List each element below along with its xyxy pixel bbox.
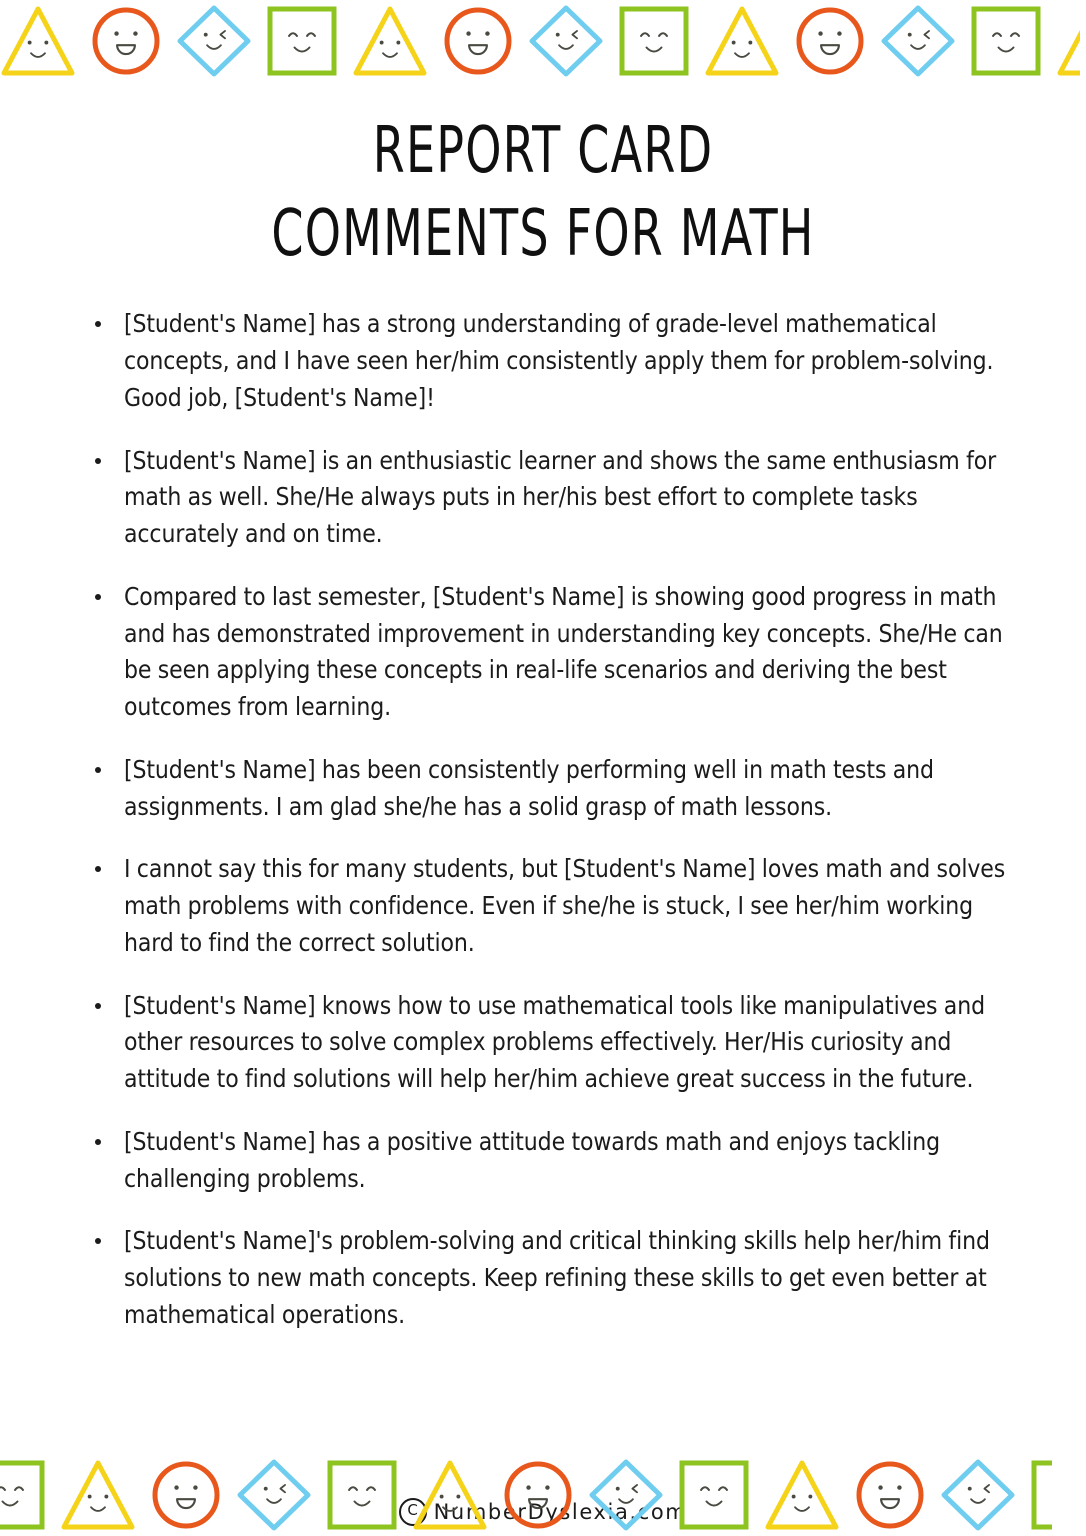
decorative-shape-square-green bbox=[962, 0, 1050, 82]
copyright-icon: C bbox=[399, 1498, 427, 1526]
decorative-shape-square-green bbox=[0, 1454, 54, 1536]
decorative-shape-square-green bbox=[610, 0, 698, 82]
decorative-shape-diamond-blue bbox=[522, 0, 610, 82]
decorative-shape-square-green bbox=[670, 1454, 758, 1536]
comment-item: I cannot say this for many students, but [Student's Name] loves math and solves math problems with confidence. Even if she/he is stuck, I see her/him working hard to find the correct solution. bbox=[86, 851, 1028, 961]
decorative-shape-diamond-blue bbox=[230, 1454, 318, 1536]
title-line-2: COMMENTS FOR MATH bbox=[271, 197, 815, 272]
decorative-shape-circle-orange bbox=[82, 0, 170, 82]
comment-item: [Student's Name] has a strong understanding of grade-level mathematical concepts, and I have seen her/him consistently apply them for problem-solving. Good job, [Student's Name]! bbox=[86, 306, 1028, 416]
decorative-shape-diamond-blue bbox=[582, 1454, 670, 1536]
comment-item: Compared to last semester, [Student's Name] is showing good progress in math and has demonstrated improvement in understanding key concepts. She/He can be seen applying these concepts in real-life scenarios and deriving the best outcomes from learning. bbox=[86, 579, 1028, 726]
decorative-shape-diamond-blue bbox=[874, 0, 962, 82]
top-shape-border bbox=[0, 0, 1080, 82]
decorative-shape-square-green bbox=[318, 1454, 406, 1536]
decorative-shape-triangle-yellow bbox=[54, 1454, 142, 1536]
page-title bbox=[0, 110, 1086, 276]
comment-item: [Student's Name] has a positive attitude towards math and enjoys tackling challenging problems. bbox=[86, 1124, 1028, 1198]
comment-item: [Student's Name] has been consistently performing well in math tests and assignments. I am glad she/he has a solid grasp of math lessons. bbox=[86, 752, 1028, 826]
bottom-shape-border bbox=[0, 1454, 1052, 1536]
decorative-shape-diamond-blue bbox=[170, 0, 258, 82]
comment-item: [Student's Name] knows how to use mathematical tools like manipulatives and other resources to solve complex problems effectively. Her/His curiosity and attitude to find solutions will help her/him achieve great success in the future. bbox=[86, 988, 1028, 1098]
decorative-shape-triangle-yellow bbox=[406, 1454, 494, 1536]
comment-item: [Student's Name] is an enthusiastic learner and shows the same enthusiasm for math as well. She/He always puts in her/his best effort to complete tasks accurately and on time. bbox=[86, 443, 1028, 553]
decorative-shape-triangle-yellow bbox=[1050, 0, 1080, 82]
decorative-shape-square-green bbox=[258, 0, 346, 82]
comment-item: [Student's Name]'s problem-solving and critical thinking skills help her/him find solutions to new math concepts. Keep refining these skills to get even better at mathematical operations. bbox=[86, 1223, 1028, 1333]
comments-list bbox=[86, 306, 1028, 1492]
decorative-shape-circle-orange bbox=[786, 0, 874, 82]
title-line-1: REPORT CARD bbox=[372, 114, 714, 188]
decorative-shape-triangle-yellow bbox=[758, 1454, 846, 1536]
footer-site-label: NumberDyslexia.com bbox=[433, 1500, 688, 1524]
decorative-shape-circle-orange bbox=[142, 1454, 230, 1536]
decorative-shape-diamond-blue bbox=[934, 1454, 1022, 1536]
decorative-shape-circle-orange bbox=[846, 1454, 934, 1536]
decorative-shape-triangle-yellow bbox=[0, 0, 82, 82]
decorative-shape-triangle-yellow bbox=[698, 0, 786, 82]
decorative-shape-square-green bbox=[1022, 1454, 1052, 1536]
decorative-shape-triangle-yellow bbox=[346, 0, 434, 82]
decorative-shape-circle-orange bbox=[434, 0, 522, 82]
decorative-shape-circle-orange bbox=[494, 1454, 582, 1536]
